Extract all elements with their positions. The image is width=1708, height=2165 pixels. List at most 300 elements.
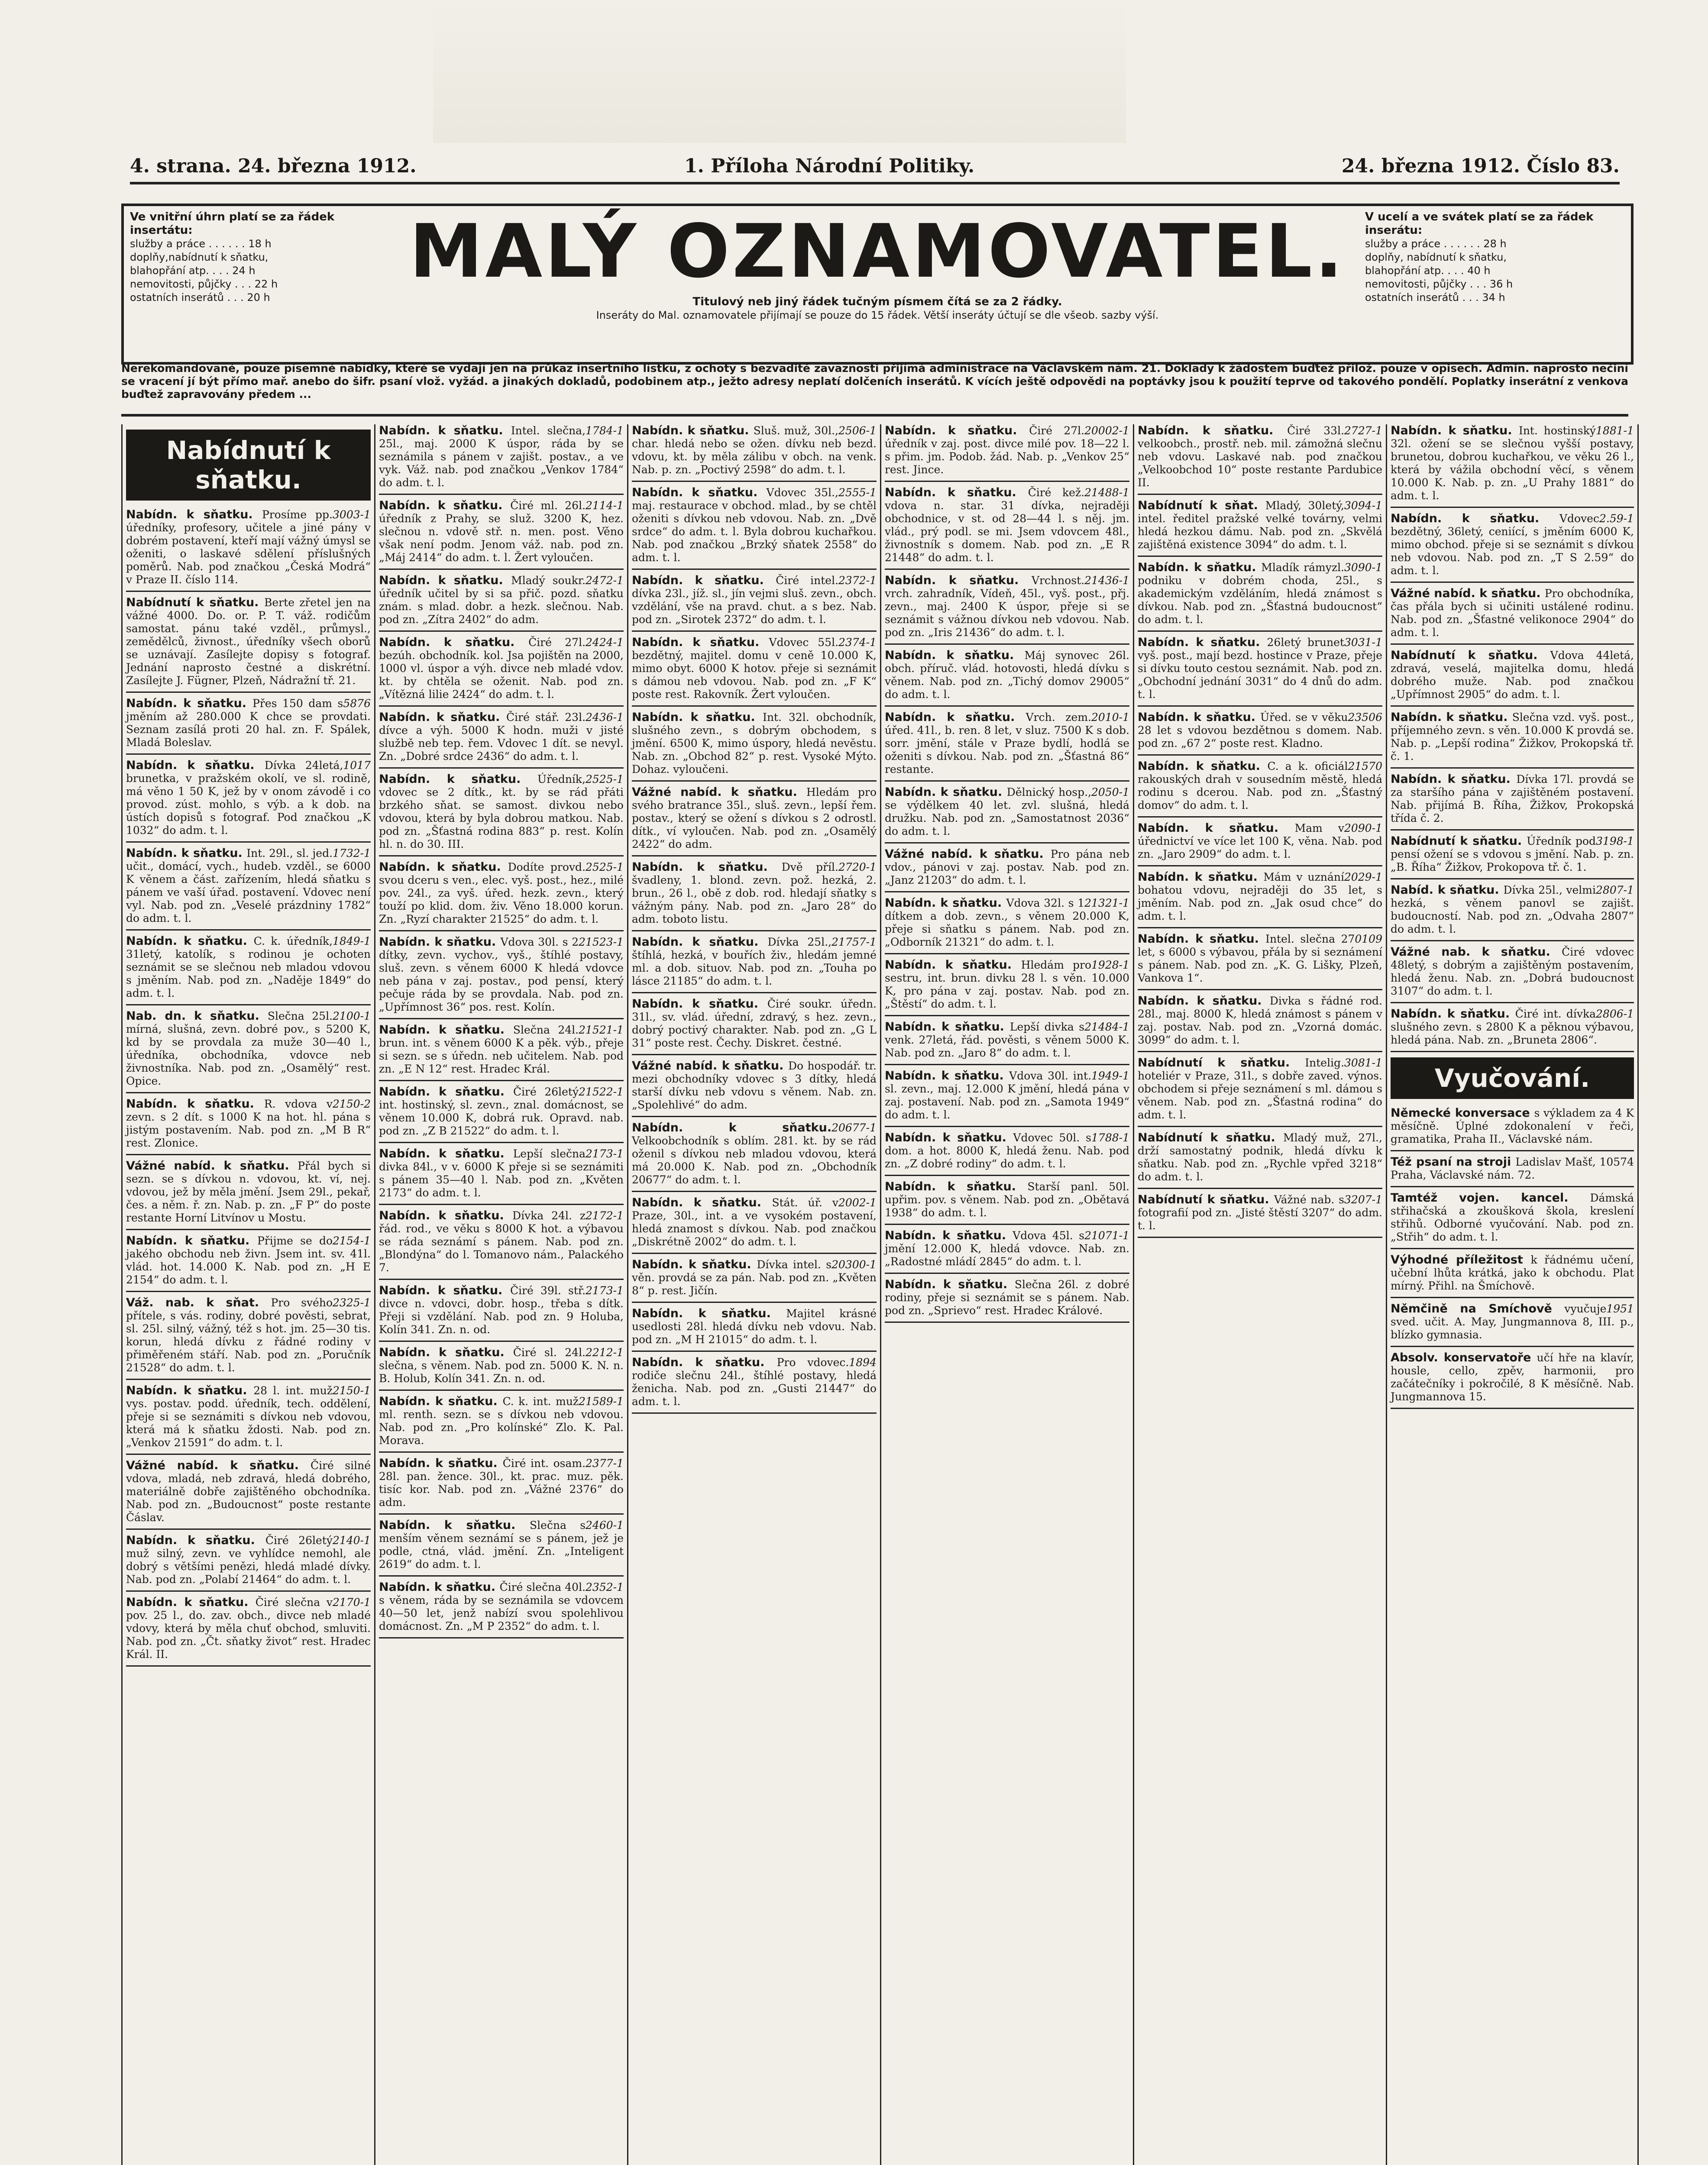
- ad-heading: Nabídnutí k sňatku.: [1138, 1131, 1284, 1144]
- column-5: [1133, 424, 1386, 2165]
- classified-ad: [1391, 773, 1634, 825]
- classified-ad: [885, 1229, 1129, 1268]
- left-price-row: ostatních inserátů . . . 20 h: [130, 291, 270, 304]
- ad-heading: Nabídn. k sňatku.: [1138, 870, 1264, 884]
- classified-ad: [885, 1070, 1129, 1121]
- classified-ad: [885, 1180, 1129, 1219]
- ad-code: 21589-1: [579, 1395, 624, 1408]
- ad-separator: [126, 841, 371, 843]
- classified-ad: [126, 1296, 371, 1374]
- ad-text: C. k. int. muž ml. renth. sezn. se s dívkou neb vdovou. Nab. pod zn. „Pro kolínské“ Zlo. K. Pal. Morava.: [379, 1395, 624, 1447]
- classified-ad: [885, 786, 1129, 838]
- ad-separator: [1138, 865, 1382, 866]
- ad-heading: Nabídn. k sňatku.: [1138, 424, 1287, 437]
- classified-ad: [632, 1060, 877, 1112]
- ad-text: Slečna s menším věnem seznámí se s pánem, jež je podle, ctná, vlád. jmění. Zn. „Inteligent 2619“ do adm. t. l.: [379, 1519, 624, 1570]
- ad-text: Dívka intel. s věn. provdá se za pán. Nab. pod zn. „Květen 8“ p. rest. Jičín.: [632, 1258, 877, 1297]
- banner-title: MALÝ OZNAMOVATEL.: [409, 209, 1346, 294]
- column-2: [374, 424, 627, 2165]
- ad-text: Čiré int. dívka slušného zevn. s 2800 K a pěknou výbavou, hledá pána. Nab. zn. „Bruneta 2806“.: [1391, 1008, 1634, 1046]
- classified-ad: [632, 574, 877, 626]
- ad-separator: [885, 1273, 1129, 1274]
- ad-text: Dodíte provd. svou dceru s ven., elec. vyš. post., hez., milé pov. 24l., za vyš. úřed. hezk. zevn., který touží po klid. dom. živ. Věno 18.000 korun. Zn. „Ryzí charakter 21525“ do adm. t. l.: [379, 861, 624, 925]
- right-price-row: služby a práce . . . . . . 28 h: [1365, 238, 1507, 250]
- classified-ad: [632, 998, 877, 1050]
- ad-separator: [632, 705, 877, 707]
- classified-ad: [1391, 1254, 1634, 1293]
- ad-text: Vdovec 50l. s dom. a hot. 8000 K, hledá ženu. Nab. pod zn. „Z dobré rodiny“ do adm. t. l.: [885, 1131, 1129, 1170]
- ad-text: Čiré int. osam. 28l. pan. žence. 30l., kt. prac. muz. pěk. tisíc kor. Nab. pod zn. „Vážné 2376“ do adm.: [379, 1457, 624, 1509]
- ad-text: Vdovec 55l. bezdětný, majitel. domu v ceně 10.000 K, mimo obyt. 6000 K hotov. přeje si seznámit s dámou neb vdovou. Nab. pod zn. „F K“ poste rest. Rakovník. Žert vyloučen.: [632, 636, 877, 701]
- ad-heading: Nabídn. k sňatku.: [379, 1519, 530, 1532]
- ad-code: 2212-1: [586, 1346, 624, 1359]
- classified-ad: [1138, 1057, 1382, 1121]
- ad-separator: [632, 1302, 877, 1303]
- ad-separator: [1138, 556, 1382, 557]
- classified-ad: [632, 1356, 877, 1408]
- ad-text: Hledám pro sestru, int. brun. divku 28 l. s věn. 10.000 K, pro pána v zaj. postav. Nab. pod zn. „Štěstí“ do adm. t. l.: [885, 959, 1129, 1010]
- ad-separator: [1138, 989, 1382, 990]
- ad-separator: [885, 891, 1129, 892]
- classified-ad: [126, 759, 371, 837]
- ad-heading: Nabídn. k sňatku.: [379, 772, 537, 786]
- ad-code: 5876: [343, 697, 371, 710]
- left-price-heading: Ve vnitřní úhrn platí se za řádek insertátu:: [130, 210, 335, 237]
- ad-text: Dívka 24letá, brunetka, v pražském okolí, ve sl. rodině, má věno 1 50 K, jež by v onom závodě i co provod. zúst. mohlo, s výb. a k dob. na ústích dopisů s fotograf. Pod značkou „K 1032“ do adm. t. l.: [126, 759, 371, 837]
- ad-code: 2525-1: [586, 861, 624, 873]
- ad-separator: [379, 569, 624, 570]
- left-price-row: nemovitosti, půjčky . . . 22 h: [130, 278, 278, 290]
- ad-text: Slečna 24l. brun. int. s věnem 6000 K a pěk. výb., přeje si sezn. se s úředn. neb učitelem. Nab. pod zn. „E N 12“ rest. Hradec Král.: [379, 1024, 624, 1075]
- classified-ad: [379, 574, 624, 626]
- ad-separator: [379, 1341, 624, 1342]
- classified-ad: [379, 1519, 624, 1571]
- ad-heading: Nabídn. k sňatku.: [379, 1085, 513, 1099]
- ad-code: 1849-1: [333, 935, 371, 947]
- classified-ad: [885, 1278, 1129, 1317]
- ad-separator: [379, 767, 624, 769]
- ad-text: Vdova 45l. s jmění 12.000 K, hledá vdovce. Nab. zn. „Radostné mládí 2845“ do adm. t. l.: [885, 1229, 1129, 1268]
- ad-separator: [1391, 1408, 1634, 1409]
- classified-ad: [379, 1284, 624, 1336]
- classified-ad: [1138, 561, 1382, 626]
- ad-code: 2436-1: [586, 711, 624, 724]
- classified-ad: [1138, 995, 1382, 1047]
- ad-code: 2154-1: [333, 1234, 371, 1247]
- ad-heading: Vážné nabíd. k sňatku.: [632, 1059, 789, 1073]
- classified-ad: [126, 596, 371, 687]
- ad-separator: [379, 630, 624, 632]
- ad-separator: [632, 1412, 877, 1414]
- right-price-heading: V ucelí a ve svátek platí se za řádek inserátu:: [1365, 210, 1594, 237]
- ad-heading: Nabídn. k sňatku.: [379, 935, 501, 949]
- classified-ad: [1391, 1351, 1634, 1403]
- ad-heading: Nabídn. k sňatku.: [126, 759, 265, 772]
- ad-separator: [632, 481, 877, 482]
- ad-heading: Nabídn. k sňatku.: [1391, 424, 1519, 437]
- ad-text: s výkladem za 4 K měsíčně. Úplné zdokonalení v řeči, gramatika, Praha II., Václavské nám.: [1391, 1107, 1634, 1145]
- banner-subtitle: Titulový neb jiný řádek tučným písmem čítá se za 2 řádky.: [692, 295, 1062, 308]
- page-header: [130, 152, 1620, 184]
- ad-separator: [632, 992, 877, 993]
- classified-ad: [632, 1258, 877, 1297]
- section-heading-teaching: Vyučování.: [1391, 1057, 1634, 1099]
- ad-code: 2002-1: [838, 1196, 877, 1209]
- classified-ad: [379, 1086, 624, 1137]
- ad-separator: [126, 1004, 371, 1005]
- ad-separator: [1391, 829, 1634, 830]
- ad-text: Úředník pod pensí ožení se s vdovou s jmění. Nab. p. zn. „B. Říha“ Žižkov, Prokopova tř. č. 1.: [1391, 835, 1634, 873]
- classified-ad: [1391, 1156, 1634, 1182]
- ad-separator: [379, 705, 624, 707]
- ad-heading: Nabídn. k sňatku.: [379, 1023, 513, 1037]
- ad-text: Dělnický hosp., se výdělkem 40 let. zvl. slušná, hledá družku. Nab. pod zn. „Samostatnost 2036“ do adm. t. l.: [885, 786, 1129, 837]
- classified-ad: [1138, 636, 1382, 701]
- paper-stain: [433, 0, 1126, 143]
- ad-heading: Nabídn. k sňatku.: [885, 1020, 1010, 1034]
- ad-text: Vdova 44letá, zdravá, veselá, majitelka domu, hledá dobrého muže. Nab. pod značkou „Upřímnost 2905“ do adm. t. l.: [1391, 649, 1634, 701]
- ad-code: 1949-1: [1091, 1070, 1129, 1082]
- ad-heading: Nabídn. k sňatku.: [885, 711, 1026, 724]
- ad-heading: Nabídn. k sňatku.: [379, 424, 511, 437]
- ad-separator: [126, 1154, 371, 1155]
- ad-heading: Nabídn. k sňatku.: [126, 1384, 254, 1397]
- classified-ad: [1138, 1131, 1382, 1183]
- ad-heading: Nabídnutí k sňat.: [1138, 499, 1265, 512]
- ad-separator: [126, 1665, 371, 1667]
- ad-heading: Německé konversace: [1391, 1106, 1534, 1120]
- ad-heading: Nabídn. k sňatku.: [1138, 759, 1268, 773]
- classified-ad: [379, 773, 624, 851]
- ad-code: 3094-1: [1344, 499, 1382, 512]
- ad-text: Prosíme pp. úředníky, profesory, učitele a jiné pány v dobrém postavení, kteří mají vážný úmysl se oženiti, o laskavé sdělení příslušných poměrů. Nab. pod značkou „Česká Modrá“ v Praze II. číslo 114.: [126, 508, 371, 586]
- ad-heading: Nabídn. k sňatku.: [632, 935, 768, 949]
- ad-separator: [1391, 643, 1634, 645]
- ad-separator: [1391, 878, 1634, 879]
- ad-code: 2424-1: [586, 636, 624, 649]
- classified-ad: [1391, 711, 1634, 763]
- classified-banner: [121, 204, 1634, 365]
- ad-text: Vrch. zem. úřed. 41l., b. ren. 8 let, v sluz. 7500 K s dob. sorr. jmění, stále v Praze bydlí, hodlá se oženiti s dívkou. Nab. pod zn. „Šťastná 86“ restante.: [885, 711, 1129, 776]
- classified-ad: [1138, 711, 1382, 750]
- ad-heading: Nabídn. k sňatku.: [885, 896, 1006, 910]
- ad-text: Int. hostinský 32l. ožení se se slečnou vyšší postavy, brunetou, dobrou kuchařkou, ve věku 26 l., která by vážila obchodní věcí, s věnem 10.000 K. Nab. p. zn. „U Prahy 1881“ do adm. t. l.: [1391, 424, 1634, 502]
- classified-ad: [379, 1209, 624, 1274]
- ad-heading: Nabídn. k sňatku.: [1138, 821, 1295, 835]
- ad-code: 21757-1: [831, 936, 877, 948]
- ad-code: 2010-1: [1091, 711, 1129, 724]
- classified-ad: [1138, 499, 1382, 551]
- ad-text: Do hospodář. tr. mezi obchodníky vdovec s 3 dítky, hledá starší dívku neb vdovu s věnem. Nab. zn. „Spolehlivé“ do adm.: [632, 1060, 877, 1111]
- ad-text: Vdova 30l. int. sl. zevn., maj. 12.000 K jmění, hledá pána v zaj. postavení. Nab. pod zn. „Samota 1949“ do adm. t. l.: [885, 1070, 1129, 1121]
- ad-separator: [632, 930, 877, 931]
- ad-text: Čiré 27l. bezúh. obchodník. kol. Jsa pojištěn na 2000, 1000 vl. úspor a výh. divce neb mladé vdov. kt. by chtěla se oženit. Nab. pod zn. „Vítězná lilie 2424“ do adm. t. l.: [379, 636, 624, 701]
- ad-text: Úředník, vdovec se 2 dítk., kt. by se rád přáti brzkého sňat. se samost. divkou nebo vdovou, která by byla dobrou matkou. Nab. pod zn. „Šťastná rodina 883“ p. rest. Kolín hl. n. do 30. III.: [379, 773, 624, 850]
- ad-text: Stát. úř. v Praze, 30l., int. a ve vysokém postavení, hledá znamost s dívkou. Nab. pod značkou „Diskrétně 2002“ do adm. t. l.: [632, 1196, 877, 1248]
- ad-code: 2.59-1: [1599, 512, 1634, 525]
- classified-ad: [379, 1581, 624, 1633]
- ad-separator: [379, 1637, 624, 1638]
- ad-heading: Nabídn. k sňatku.: [1138, 561, 1262, 574]
- ad-text: Int. 32l. obchodník, slušného zevn., s dobrým obchodem, s jmění. 6500 K, mimo úspory, hledá nevěstu. Nab. zn. „Obchod 82“ p. rest. Vysoké Mýto. Dohaz. vyloučeni.: [632, 711, 877, 776]
- ad-heading: Nabídn. k sňatku.: [379, 574, 511, 587]
- classified-ad: [126, 1596, 371, 1661]
- ad-heading: Nabídn. k sňatku.: [885, 958, 1021, 972]
- classified-ad: [126, 697, 371, 749]
- ad-heading: Nabídn. k sňatku.: [379, 1209, 513, 1222]
- ad-text: Divka s řádné rod. 28l., maj. 8000 K, hledá známost s pánem v zaj. postav. Nab. pod zn. „Vzorná domác. 3099“ do adm. t. l.: [1138, 995, 1382, 1046]
- ad-separator: [379, 1451, 624, 1453]
- ad-heading: Nabídn. k sňatku.: [885, 1278, 1015, 1291]
- ad-text: Úřed. se v věku 28 let s vdovou bezdětnou s domem. Nab. pod zn. „67 2“ poste rest. Kladno.: [1138, 711, 1382, 750]
- ad-heading: Nabídn. k sňatku.: [632, 1196, 772, 1209]
- ad-code: 2325-1: [333, 1296, 371, 1309]
- ad-heading: Nabídn. k sňatku.: [632, 860, 782, 874]
- ad-text: Vdova 30l. s 2 dítky, zevn. vychov., vyš., štíhlé postavy, sluš. zevn. s věnem 6000 K hledá vdovce neb pána v zaj. postav., pod pensí, který pečuje ráda by se provdala. Nab. pod zn. „Upřímnost 36“ pos. rest. Kolín.: [379, 936, 624, 1013]
- ad-text: Máj synovec 26l. obch. příruč. vlád. hotovosti, hledá dívku s věnem. Nab. pod zn. „Tichý domov 29005“ do adm. t. l.: [885, 649, 1129, 701]
- ad-heading: Nabídn. k sňatku.: [1391, 772, 1517, 786]
- classified-ad: [126, 508, 371, 586]
- ad-heading: Absolv. konservatoře: [1391, 1351, 1537, 1364]
- ad-code: 1732-1: [333, 847, 371, 860]
- classified-ad: [379, 499, 624, 564]
- ad-heading: Nabídn. k sňatku.: [379, 1346, 513, 1359]
- classified-ad: [1138, 760, 1382, 812]
- classified-ad: [379, 711, 624, 763]
- ad-heading: Nabídn. k sňatku.: [885, 424, 1029, 437]
- ad-separator: [885, 481, 1129, 482]
- ad-heading: Nabídn. k sňatku.: [632, 1121, 832, 1134]
- ad-text: Vdova 32l. s 1 dítkem a dob. zevn., s věnem 20.000 K, přeje si sňatku s pánem. Nab. pod zn. „Odborník 21321“ do adm. t. l.: [885, 897, 1129, 948]
- ad-code: 2090-1: [1344, 822, 1382, 834]
- classified-ad: [1391, 1107, 1634, 1146]
- column-6: [1386, 424, 1639, 2165]
- classified-ad: [632, 1307, 877, 1346]
- column-3: [627, 424, 880, 2165]
- classified-ad: [632, 1196, 877, 1248]
- ad-code: 1017: [343, 759, 371, 772]
- ad-text: Lepší divka s venk. 27letá, řád. pověsti, s věnem 5000 K. Nab. pod zn. „Jaro 8“ do adm. t. l.: [885, 1021, 1129, 1059]
- ad-text: Slečna 25l. mírná, slušná, zevn. dobré pov., s 5200 K, kd by se provdala za muže 30—40 l., úředníka, obchodníka, vdovce neb živnostníka. Nab. pod zn. „Osamělý“ rest. Opice.: [126, 1010, 371, 1087]
- ad-code: 2029-1: [1344, 871, 1382, 883]
- ad-separator: [1391, 940, 1634, 941]
- classified-ad: [632, 486, 877, 564]
- ad-separator: [1391, 582, 1634, 583]
- classified-ad: [1391, 512, 1634, 577]
- ad-separator: [126, 1291, 371, 1292]
- ad-code: 2720-1: [838, 861, 877, 873]
- ad-separator: [632, 1116, 877, 1117]
- ad-code: 2806-1: [1596, 1008, 1634, 1020]
- ad-heading: Též psaní na stroji: [1391, 1155, 1516, 1169]
- ad-separator: [1138, 1051, 1382, 1052]
- ad-heading: Nabídn. k sňatku.: [632, 1258, 757, 1271]
- right-price-row: doplňy, nabídnutí k sňatku,: [1365, 251, 1507, 263]
- ad-code: 3081-1: [1344, 1057, 1382, 1069]
- section-heading-marriage: Nabídnutí k sňatku.: [126, 430, 371, 501]
- classified-ad: [126, 1459, 371, 1524]
- left-price-row: blahopřání atp. . . . 24 h: [130, 265, 256, 277]
- ad-text: Vrchnost. vrch. zahradník, Vídeň, 45l., vyš. post., přj. zevn., maj. 2400 K úspor, přeje si se seznámit s vážnou dívkou neb vdovou. Nab. pod zn. „Iris 21436“ do adm. t. l.: [885, 574, 1129, 639]
- ad-code: 1784-1: [586, 424, 624, 437]
- ad-heading: Nabídn. k sňatku.: [126, 1234, 257, 1247]
- admin-notice: Nerekomandované, pouze písemné nabídky, které se vydají jen na průkaz insertního lístku, z ochoty s bezvadité zavaznosti přijímá administrace na Václavském nám. 21. Doklady k žádostem buďtež přilož. pouze v opisech. Admin. naprosto nečiní se vracení jí být přímo mař. anebo do šifr. psaní vlož. vyžád. a jinakých dokladů, podobinem atp., ježto adresy neplatí dolčeních inserátů. K vících ještě odpovědi na poptávky jsou k použití teprve od takového pondělí. Poplatky inserátní z venkova buďtež zapravovány předem ...: [121, 362, 1628, 417]
- classified-ad: [379, 936, 624, 1014]
- ad-text: Sluš. muž, 30l., char. hledá nebo se ožen. dívku neb bezd. vdovu, kt. by měla zálibu v obch. na venk. Nab. p. zn. „Poctivý 2598“ do adm. t. l.: [632, 424, 877, 476]
- ad-separator: [126, 1229, 371, 1230]
- classified-ad: [379, 861, 624, 926]
- ad-heading: Nabídn. k sňatku.: [1138, 636, 1267, 649]
- ad-heading: Nabídn. k sňatku.: [1138, 932, 1266, 946]
- ad-code: 2472-1: [586, 574, 624, 587]
- ad-heading: Nabídnutí k sňatku.: [1138, 1056, 1305, 1070]
- ad-separator: [1391, 1297, 1634, 1298]
- ad-heading: Vážné nabíd. k sňatku.: [126, 1159, 298, 1173]
- ad-separator: [632, 1054, 877, 1055]
- ad-code: 20677-1: [831, 1121, 877, 1134]
- ad-text: Dívka 17l. provdá se za staršího pána v zajištěném postavení. Nab. přijímá B. Říha, Žižkov, Prokopská třída č. 2.: [1391, 773, 1634, 824]
- ad-heading: Nabídn. k sňatku.: [1138, 994, 1270, 1008]
- ad-heading: Nabídn. k sňatku.: [632, 574, 776, 587]
- ad-heading: Nabídn. k sňatku.: [379, 1147, 513, 1160]
- ad-heading: Vážné nabíd. k sňatku.: [885, 847, 1051, 861]
- ad-separator: [632, 780, 877, 782]
- ad-text: Pro obchodníka, čas přála bych si učiniti ustálené rodinu. Nab. pod zn. „Šťastné velikonoce 2904“ do adm. t. l.: [1391, 587, 1634, 639]
- ad-text: Starší panl. 50l. upřim. pov. s věnem. Nab. pod zn. „Obětavá 1938“ do adm. t. l.: [885, 1180, 1130, 1219]
- ad-separator: [885, 705, 1129, 707]
- ad-code: 21488-1: [1084, 486, 1129, 499]
- left-price-row: doplňy,nabídnutí k sňatku,: [130, 251, 268, 263]
- classified-ad: [1391, 424, 1634, 502]
- ad-text: Čiré stář. 23l. dívce a výh. 5000 K hodn. muži v jisté službě neb tep. řem. Vdovec 1 dít. se nevyl. Zn. „Dobré srdce 2436“ do adm. t. l.: [379, 711, 624, 763]
- ad-code: 2352-1: [586, 1581, 624, 1593]
- ad-text: Čiré slečna 40l. s věnem, ráda by se seznámila se vdovcem 40—50 let, jenž nabízí svou spolehlivou domácnost. Zn. „M P 2352“ do adm. t. l.: [379, 1581, 624, 1632]
- ad-separator: [1391, 767, 1634, 769]
- ad-text: Berte zřetel jen na vážné 4000. Do. or. P. T. váž. rodičům samostat. pánu také vzděl., průmysl., zemědělců, živnost., úředníky všech oborů se uznávají. Zasílejte dopisy s fotograf. Jednání naprosto čestné a diskrétní. Zasílejte J. Fügner, Plzeň, Nádražní tř. 21.: [126, 596, 371, 687]
- ad-text: Čiré 26letý muž silný, zevn. ve vyhlídce nemohl, ale dobrý s většími penězi, hledá mladé dívky. Nab. pod zn. „Polabí 21464“ do adm. t. l.: [126, 1534, 371, 1586]
- ad-heading: Výhodné příležitost: [1391, 1253, 1531, 1267]
- classified-ad: [885, 1131, 1129, 1170]
- ad-text: Vážné nab. s fotografií pod zn. „Jisté štěstí 3207“ do adm. t. l.: [1138, 1193, 1382, 1232]
- ad-heading: Nabídn. k sňatku.: [126, 697, 253, 710]
- ad-text: Čiré kež. vdova n. star. 31 dívka, nejraději obchodnice, v st. od 28—44 l. s něj. jm. vlád., prý podl. se mi. Jsem vdovcem 48l., živnostník s domem. Nab. pod zn. „E R 21448“ do adm. t. l.: [885, 486, 1129, 564]
- classified-ad: [885, 1021, 1129, 1060]
- ad-separator: [1138, 494, 1382, 495]
- ad-text: Slečna 26l. z dobré rodiny, přeje si seznámit se s pánem. Nab. pod zn. „Sprievo“ rest. Hradec Králové.: [885, 1278, 1129, 1317]
- ad-heading: Nabídn. k sňatku.: [379, 1580, 500, 1594]
- classified-ad: [1138, 424, 1382, 489]
- classified-ad: [1391, 835, 1634, 874]
- ad-text: Čiré vdovec 48letý, s dobrým a zajištěným postavením, hledá ženu. Nab. zn. „Dobrá budoucnost 3107“ do adm. t. l.: [1391, 946, 1634, 997]
- ad-separator: [126, 1528, 371, 1530]
- classified-ad: [1391, 884, 1634, 936]
- classified-ad: [885, 897, 1129, 949]
- ad-text: Čiré 27l. úředník v zaj. post. divce milé pov. 18—22 l. s přim. jm. Podob. žád. Nab. p. „Venkov 25“ rest. Jince.: [885, 424, 1129, 476]
- ad-code: 21521-1: [579, 1024, 624, 1036]
- ad-text: Mladý, 30letý, intel. ředitel pražské velké továrny, velmi hledá hezkou dámu. Nab. pod zn. „Skvělá zajištěná existence 3094“ do adm. t. l.: [1138, 499, 1382, 551]
- ad-separator: [126, 1590, 371, 1592]
- right-price-row: nemovitosti, půjčky . . . 36 h: [1365, 278, 1513, 290]
- ad-text: Vdovec bezdětný, 36letý, ceniící, s jměním 6000 K, mimo obchod. přeje si se seznámit s dívkou neb vdovou. Nab. pod zn. „T S 2.59“ do adm. t. l.: [1391, 512, 1634, 577]
- ad-separator: [885, 780, 1129, 782]
- classified-ad: [1138, 933, 1382, 985]
- ad-heading: Nabídn. k sňatku.: [1138, 711, 1261, 724]
- classified-ad: [379, 1457, 624, 1509]
- ad-heading: Vážné nabíd. k sňatku.: [126, 1459, 311, 1472]
- ad-heading: Nabídn. k sňatku.: [379, 636, 529, 649]
- ad-text: C. k. úředník, 31letý, katolík, s rodinou je ochoten seznámit se se slečnou neb mladou vdovou s jměním. Nab. pod zn. „Naděje 1849“ do adm. t. l.: [126, 935, 371, 999]
- classified-ad: [885, 959, 1129, 1011]
- ad-text: Hledám pro svého bratrance 35l., sluš. zevn., lepší řem. postav., který se ožení s dívkou s 2 odrostl. dítk., ví vyloučen. Nab. pod zn. „Osamělý 2422“ do adm.: [632, 786, 877, 850]
- ad-separator: [1391, 1002, 1634, 1003]
- ad-heading: Nabídnutí k sňatku.: [1391, 834, 1527, 848]
- ad-heading: Nabídn. k sňatku.: [126, 1097, 264, 1111]
- ad-separator: [379, 1575, 624, 1577]
- classified-ad: [126, 1098, 371, 1150]
- ad-separator: [379, 494, 624, 495]
- ad-separator: [379, 930, 624, 931]
- ad-heading: Nab. dn. k sňatku.: [126, 1009, 268, 1023]
- banner-title-block: [401, 210, 1354, 321]
- ad-heading: Vážné nabíd. k sňatku.: [632, 785, 807, 799]
- ad-code: 21071-1: [1084, 1229, 1129, 1242]
- ad-heading: Nabídn. k sňatku.: [632, 1356, 777, 1369]
- ad-code: 21523-1: [579, 936, 624, 948]
- ad-text: Dívka 25l., velmi hezká, s věnem panovl se zajišt. budoucností. Nab. pod zn. „Odvaha 2807“ do adm. t. l.: [1391, 884, 1634, 935]
- ad-separator: [1138, 630, 1382, 632]
- classified-ad: [379, 424, 624, 489]
- classified-ad: [1138, 871, 1382, 923]
- ad-heading: Vážné nab. k sňatku.: [1391, 945, 1562, 959]
- ad-separator: [1391, 1248, 1634, 1249]
- ad-code: 3090-1: [1344, 561, 1382, 574]
- classified-ad: [885, 574, 1129, 639]
- ad-code: 21484-1: [1084, 1021, 1129, 1033]
- ad-text: Dívka 24l. z řád. rod., ve věku s 8000 K hot. a výbavou se ráda seznámí s pánem. Nab. pod zn. „Blondýna“ do l. Tomanovo nám., Palackého 7.: [379, 1209, 624, 1274]
- ad-code: 2114-1: [586, 499, 624, 512]
- ad-heading: Nabídn. k sňatku.: [632, 486, 767, 499]
- ad-code: 1928-1: [1091, 959, 1129, 971]
- classified-ad: [379, 636, 624, 701]
- ad-separator: [126, 929, 371, 931]
- ad-text: Čiré ml. 26l. úředník z Prahy, se služ. 3200 K, hez. slečnou n. vdově stř. n. men. post. Věno však není podm. Jenom váž. nab. pod zn. „Máj 2414“ do adm. t. l. Žert vyloučen.: [379, 499, 624, 564]
- ad-separator: [1138, 1188, 1382, 1189]
- classified-ad: [1138, 822, 1382, 861]
- ad-separator: [1391, 507, 1634, 508]
- ad-code: 2374-1: [838, 636, 877, 649]
- ad-heading: Nabídn. k sňatku.: [632, 711, 763, 724]
- ad-text: Vdovec 35l., maj. restaurace v obchod. mlad., by se chtěl oženiti s dívkou neb vdovou. Nab. zn. „Dvě srdce“ do adm. t. l. Byla dobrou kuchařkou. Nab. pod značkou „Brzký sňatek 2558“ do adm. t. l.: [632, 486, 877, 564]
- ad-code: 2140-1: [333, 1534, 371, 1547]
- banner-subtitle-2: Inseráty do Mal. oznamovatele přijímají se pouze do 15 řádek. Větší inseráty účtují se dle všeob. sazby výší.: [596, 309, 1159, 321]
- ad-text: Mam v úřednictví ve více let 100 K, věna. Nab. pod zn. „Jaro 2909“ do adm. t. l.: [1138, 822, 1382, 860]
- ad-code: 0109: [1355, 933, 1382, 945]
- classified-ad: [885, 486, 1129, 564]
- ad-heading: Nabídn. k sňatku.: [379, 1457, 503, 1470]
- classified-ad: [885, 649, 1129, 701]
- ad-text: C. a k. oficiál rakouských drah v sousedním městě, hledá rodinu s dcerou. Nab. pod zn. „Šťastný domov“ do adm. t. l.: [1138, 760, 1382, 811]
- classified-ad: [126, 1160, 371, 1225]
- ad-separator: [885, 569, 1129, 570]
- classified-ad: [632, 424, 877, 476]
- ad-heading: Nabídn. k sňatku.: [379, 499, 511, 512]
- classified-ad: [885, 848, 1129, 887]
- ad-text: 26letý brunet vyš. post., mají bezd. hostince v Praze, přeje si dívku touto cestou seznámit. Nab. pod zn. „Obchodní jednání 3031“ do 4 dnů do adm. t. l.: [1138, 636, 1382, 701]
- ad-separator: [1391, 1051, 1634, 1052]
- ad-code: 20002-1: [1084, 424, 1129, 437]
- ad-code: 1951: [1606, 1302, 1634, 1315]
- ad-text: Intel. slečna 27 let, s 6000 s výbavou, přála by si seznámení s pánem. Nab. pod zn. „K. G. Lišky, Plzeň, Vankova 1“.: [1138, 933, 1382, 984]
